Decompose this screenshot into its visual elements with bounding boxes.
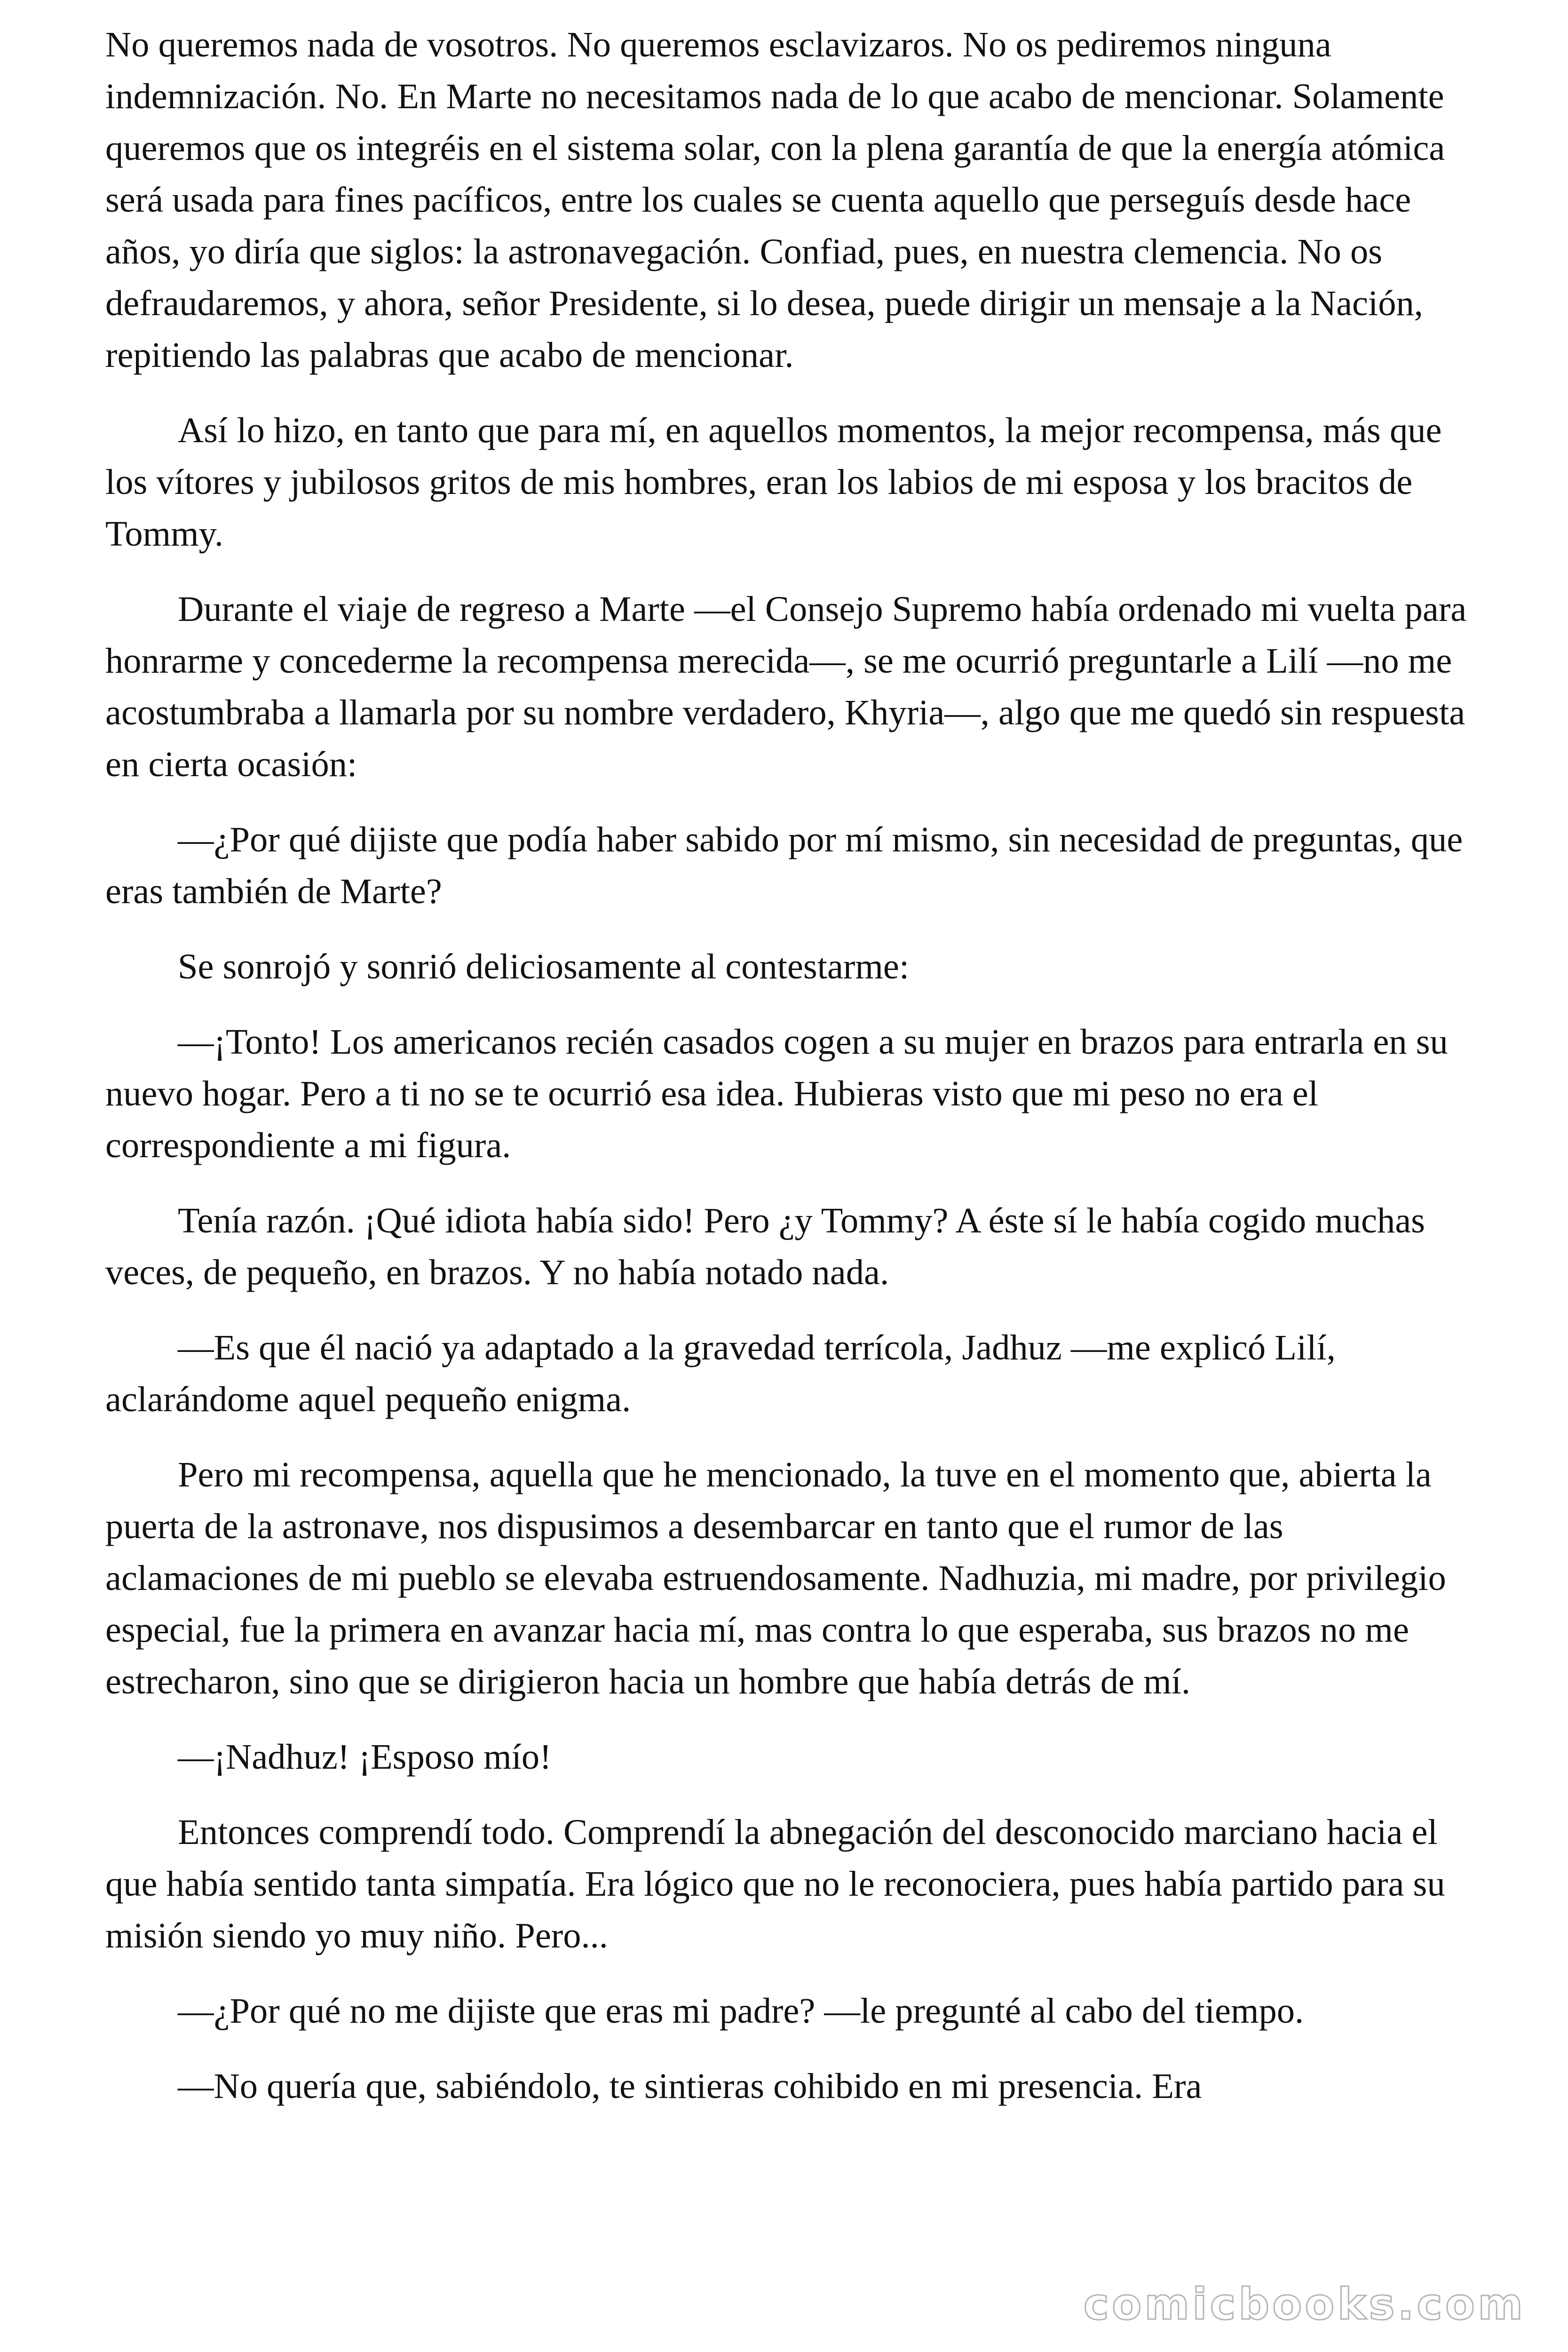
- paragraph: —¿Por qué dijiste que podía haber sabido por mí mismo, sin necesidad de preguntas, que eras también de Marte?: [105, 819, 1463, 911]
- paragraph: Pero mi recompensa, aquella que he mencionado, la tuve en el momento que, abierta la puerta de la astronave, nos dispusimos a desembarcar en tanto que el rumor de las aclamaciones de mi pueblo se elevaba estruendosamente. Nadhuzia, mi madre, por privilegio especial, fue la primera en avanzar hacia mí, mas contra lo que esperaba, sus brazos no me estrecharon, sino que se dirigieron hacia un hombre que había detrás de mí.: [105, 1454, 1446, 1701]
- paragraph: —No quería que, sabiéndolo, te sintieras cohibido en mi presencia. Era: [178, 2066, 1202, 2106]
- paragraph: —¿Por qué no me dijiste que eras mi padre? —le pregunté al cabo del tiempo.: [178, 1991, 1304, 2031]
- page-body: [105, 19, 1467, 2136]
- paragraph: —¡Nadhuz! ¡Esposo mío!: [178, 1737, 552, 1777]
- paragraph: No queremos nada de vosotros. No queremos esclavizaros. No os pediremos ninguna indemnización. No. En Marte no necesitamos nada de lo que acabo de mencionar. Solamente queremos que os integréis en el sistema solar, con la plena garantía de que la energía atómica será usada para fines pacíficos, entre los cuales se cuenta aquello que perseguís desde hace años, yo diría que siglos: la astronavegación. Confiad, pues, en nuestra clemencia. No os defraudaremos, y ahora, señor Presidente, si lo desea, puede dirigir un mensaje a la Nación, repitiendo las palabras que acabo de mencionar.: [105, 24, 1445, 375]
- paragraph: —¡Tonto! Los americanos recién casados cogen a su mujer en brazos para entrarla en su nuevo hogar. Pero a ti no se te ocurrió esa idea. Hubieras visto que mi peso no era el correspondiente a mi figura.: [105, 1022, 1448, 1165]
- paragraph: Tenía razón. ¡Qué idiota había sido! Pero ¿y Tommy? A éste sí le había cogido muchas veces, de pequeño, en brazos. Y no había notado nada.: [105, 1200, 1425, 1292]
- paragraph: Así lo hizo, en tanto que para mí, en aquellos momentos, la mejor recompensa, más que los vítores y jubilosos gritos de mis hombres, eran los labios de mi esposa y los bracitos de Tommy.: [105, 410, 1442, 554]
- watermark: comicbooks.com: [1083, 2279, 1526, 2329]
- paragraph: Durante el viaje de regreso a Marte —el Consejo Supremo había ordenado mi vuelta para honrarme y concederme la recompensa merecida—, se me ocurrió preguntarle a Lilí —no me acostumbraba a llamarla por su nombre verdadero, Khyria—, algo que me quedó sin respuesta en cierta ocasión:: [105, 589, 1467, 784]
- paragraph: Se sonrojó y sonrió deliciosamente al contestarme:: [178, 946, 910, 986]
- paragraph: Entonces comprendí todo. Comprendí la abnegación del desconocido marciano hacia el que había sentido tanta simpatía. Era lógico que no le reconociera, pues había partido para su misión siendo yo muy niño. Pero...: [105, 1812, 1445, 1955]
- paragraph: —Es que él nació ya adaptado a la gravedad terrícola, Jadhuz —me explicó Lilí, aclarándome aquel pequeño enigma.: [105, 1327, 1336, 1419]
